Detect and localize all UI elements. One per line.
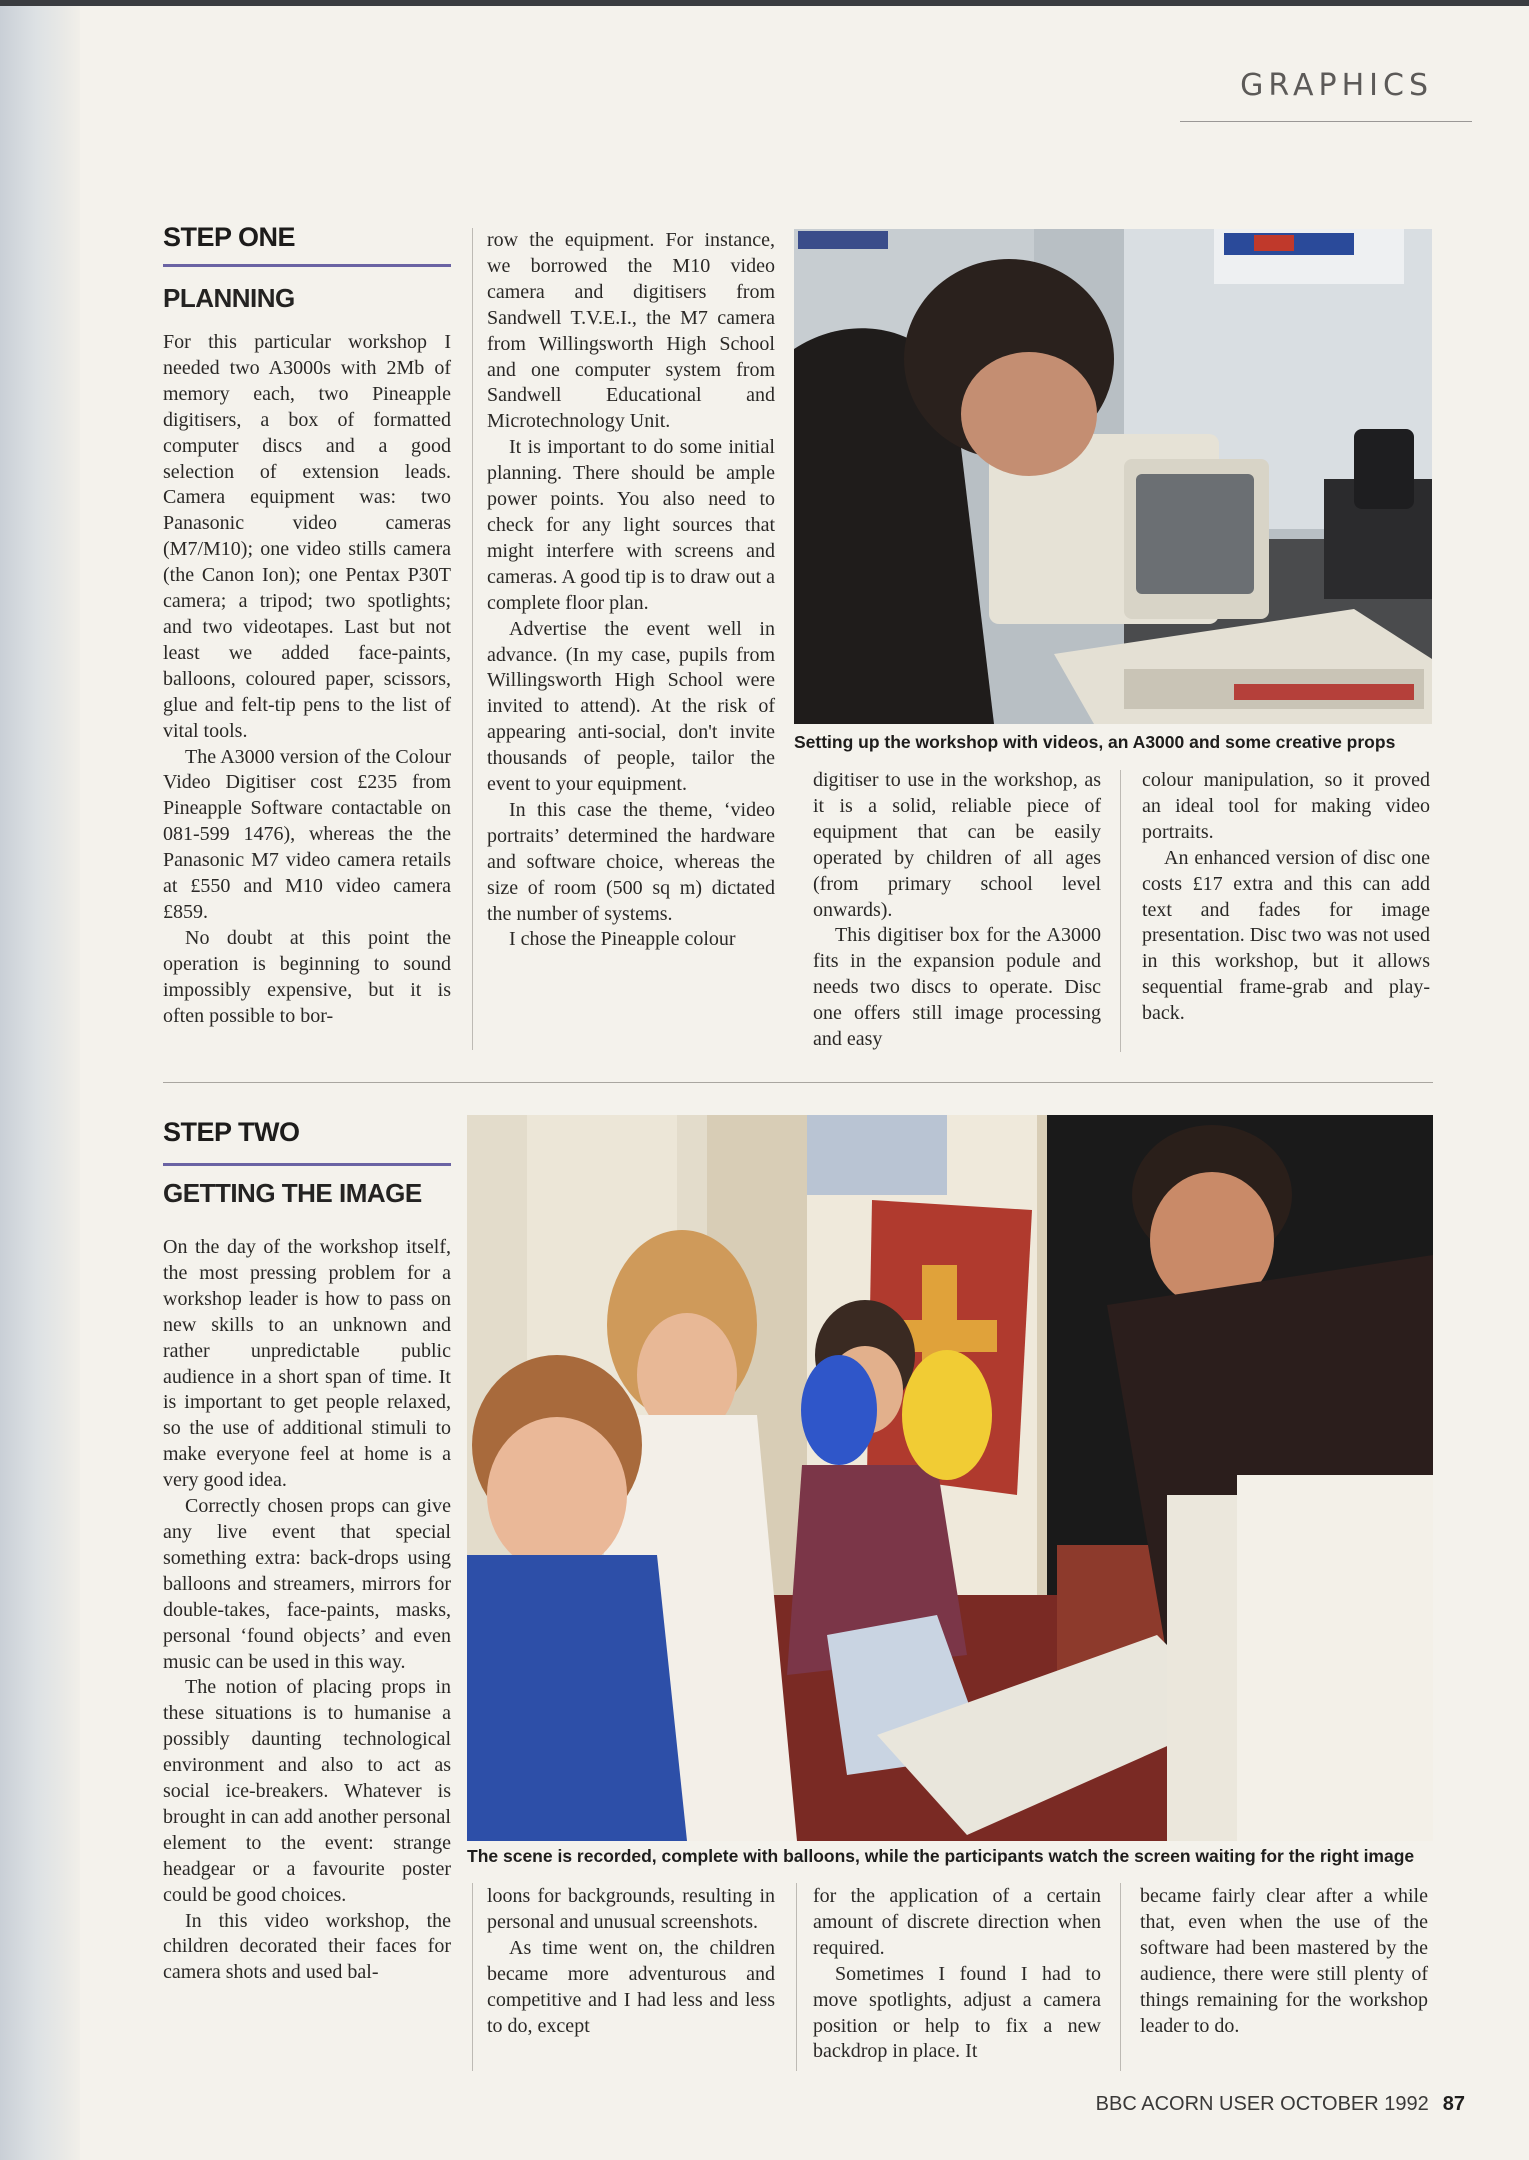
paragraph: The A3000 version of the Colour Video Digitiser cost £235 from Pineapple Software contactable on 081-599 1476), whereas the the Panasonic M7 video camera retails at £550 and M10 video camera £859. (163, 745, 451, 923)
step-two-column-4 (1140, 1884, 1428, 2039)
paragraph: Advertise the event well in advance. (In my case, pupils from Willingsworth High School were invited to attend). At the risk of appearing anti-social, don't invite thousands of people, tailor the event to your equipment. (487, 617, 775, 796)
paragraph: colour manipulation, so it proved an ideal tool for making video portraits. (1142, 769, 1430, 843)
paragraph: row the equipment. For instance, we borrowed the M10 video camera and digitisers from Sandwell T.V.E.I., the M7 camera from Willingsworth High School and one computer system from Sandwell Educational and Microtechnology Unit. (487, 229, 775, 433)
paragraph: In this case the theme, ‘video portraits’ determined the hardware and software choice, whereas the size of room (500 sq m) dictated the number of systems. (487, 798, 775, 925)
book-spine-shadow (0, 0, 80, 2160)
workshop-recording-photo (467, 1115, 1433, 1841)
section-divider (163, 1082, 1433, 1083)
photo-caption-2: The scene is recorded, complete with balloons, while the participants watch the screen waiting for the right image (467, 1846, 1415, 1866)
paragraph: For this particular workshop I needed two A3000s with 2Mb of memory each, two Pineapple digitisers, a box of formatted computer discs and a good selection of extension leads. Camera equipment was: two Panasonic video cameras (M7/M10); one video stills camera (the Canon Ion); one Pentax P30T camera; a tripod; two spotlights; and two videotapes. Last but not least we added face-paints, balloons, coloured paper, scissors, glue and felt-tip pens to the list of vital tools. (163, 331, 451, 742)
column-divider (472, 228, 473, 1050)
paragraph: digitiser to use in the workshop, as it is a solid, reliable piece of equipment that can be easily operated by children of all ages (from primary school level onwards). (813, 769, 1101, 921)
step-one-rule (163, 264, 451, 267)
paragraph: An enhanced version of disc one costs £17 extra and this can add text and fades for image presentation. Disc two was not used in this workshop, but it allows sequential frame-grab and play-back. (1142, 846, 1430, 1025)
paragraph: As time went on, the children became more adventurous and competitive and I had less and less to do, except (487, 1936, 775, 2037)
top-edge-band (0, 0, 1529, 6)
page-footer (1096, 2093, 1465, 2116)
column-divider (1120, 1883, 1121, 2071)
paragraph: for the application of a certain amount of discrete direction when required. (813, 1885, 1101, 1959)
paragraph: I chose the Pineapple colour (509, 928, 736, 951)
photo-illustration (794, 229, 1432, 724)
workshop-setup-photo (794, 229, 1432, 724)
paragraph: Sometimes I found I had to move spotlights, adjust a camera position or help to fix a new backdrop in place. It (813, 1962, 1101, 2063)
step-one-subtitle: PLANNING (163, 283, 295, 313)
step-one-column-1 (163, 330, 451, 1029)
step-one-column-3 (813, 768, 1101, 1053)
paragraph: The notion of placing props in these situations is to humanise a possibly daunting technological environment and also to act as social ice-breakers. Whatever is brought in can add another personal element to the event: strange headgear or a favourite poster could be good choices. (163, 1676, 451, 1906)
page-number: 87 (1442, 2093, 1465, 2115)
paragraph: This digitiser box for the A3000 fits in the expansion podule and needs two discs to operate. Disc one offers still image processing and easy (813, 924, 1101, 1051)
column-divider (796, 1883, 797, 2071)
column-divider (1120, 770, 1121, 1052)
step-two-column-2 (487, 1884, 775, 2039)
paragraph: No doubt at this point the operation is beginning to sound impossibly expensive, but it is often possible to bor- (163, 926, 451, 1027)
photo-caption-1: Setting up the workshop with videos, an A3000 and some creative props (794, 732, 1396, 752)
paragraph: loons for backgrounds, resulting in personal and unusual screenshots. (487, 1885, 775, 1933)
step-two-rule (163, 1163, 451, 1166)
column-divider (472, 1883, 473, 2071)
section-rule (1180, 121, 1472, 122)
step-one-column-4 (1142, 768, 1430, 1027)
photo-illustration (467, 1115, 1433, 1841)
step-two-column-3 (813, 1884, 1101, 2065)
paragraph: Correctly chosen props can give any live event that special something extra: back-drops using balloons and streamers, mirrors for double-takes, face-paints, masks, personal ‘found objects’ and even music can be used in this way. (163, 1495, 451, 1673)
paragraph: On the day of the workshop itself, the most pressing problem for a workshop leader is how to pass on new skills to an unknown and rather unpredictable public audience in a short span of time. It is important to get people relaxed, so the use of additional stimuli to make everyone feel at home is a very good idea. (163, 1236, 451, 1492)
step-one-title: STEP ONE (163, 222, 296, 252)
paragraph: It is important to do some initial planning. There should be ample power points. You also need to check for any light sources that might interfere with screens and cameras. A good tip is to draw out a complete floor plan. (487, 436, 775, 614)
step-two-subtitle: GETTING THE IMAGE (163, 1178, 422, 1208)
publication-name: BBC ACORN USER OCTOBER 1992 (1095, 2093, 1429, 2115)
step-one-column-2 (487, 228, 775, 953)
paragraph: In this video workshop, the children decorated their faces for camera shots and used bal- (163, 1909, 451, 1984)
paragraph: became fairly clear after a while that, even when the use of the software had been mastered by the audience, there were still plenty of things remaining for the workshop leader to do. (1140, 1885, 1428, 2037)
step-two-column-1 (163, 1235, 451, 1986)
step-two-title: STEP TWO (163, 1117, 300, 1147)
section-heading: GRAPHICS (1240, 68, 1433, 103)
